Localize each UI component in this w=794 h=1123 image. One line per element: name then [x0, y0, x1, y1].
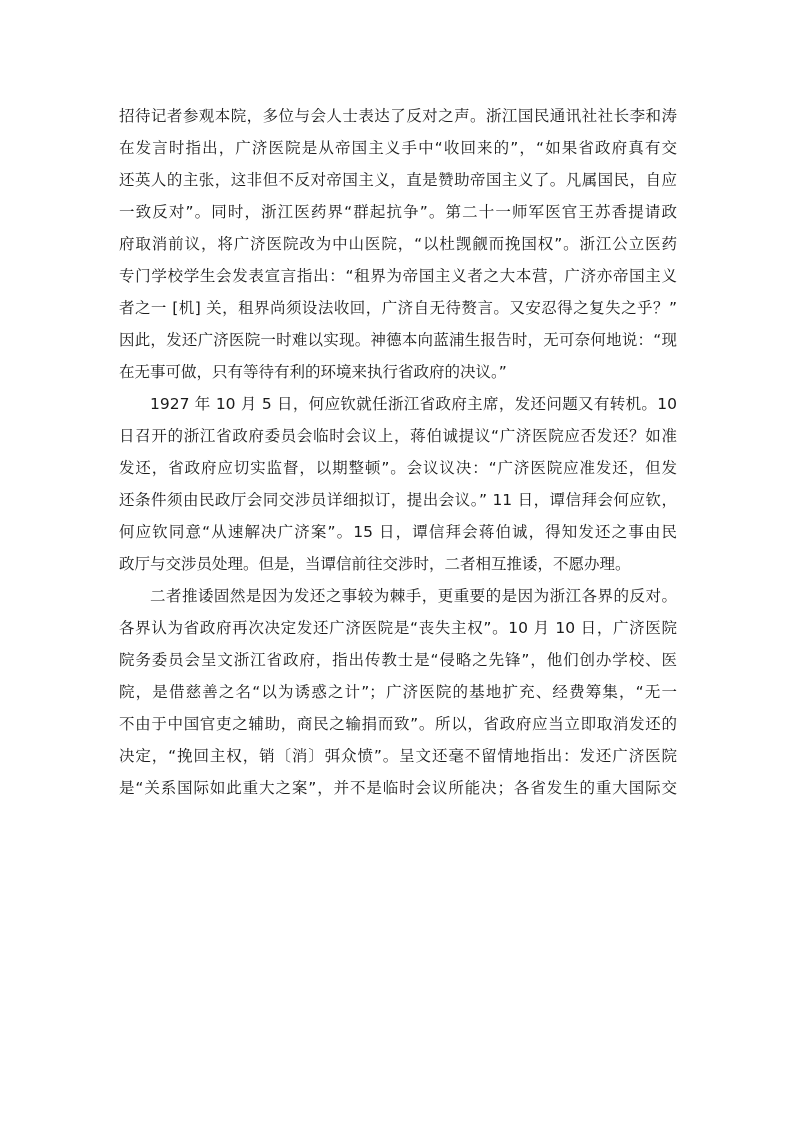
text-line: 不由于中国官吏之辅助，商民之输捐而致”。所以，省政府应当立即取消发还的: [119, 715, 677, 733]
text-line: 是“关系国际如此重大之案”，并不是临时会议所能决；各省发生的重大国际交: [119, 779, 677, 797]
text-line: 者之一 [机] 关，租界尚须设法收回，广济自无待赘言。又安忍得之复失之乎？”: [119, 299, 677, 317]
text-line: 日召开的浙江省政府委员会临时会议上，蒋伯诚提议“广济医院应否发还？如准: [119, 427, 677, 445]
text-line: 因此，发还广济医院一时难以实现。神德本向蓝浦生报告时，无可奈何地说：“现: [119, 331, 677, 349]
text-line: 专门学校学生会发表宣言指出：“租界为帝国主义者之大本营，广济亦帝国主义: [119, 267, 677, 285]
paragraph-first-line: 二者推诿固然是因为发还之事较为棘手，更重要的是因为浙江各界的反对。: [150, 587, 677, 605]
text-line: 还条件须由民政厅会同交涉员详细拟订，提出会议。” 11 日，谭信拜会何应钦，: [119, 491, 677, 509]
text-line: 还英人的主张，这非但不反对帝国主义，直是赞助帝国主义了。凡属国民，自应: [119, 171, 677, 189]
text-line: 在无事可做，只有等待有利的环境来执行省政府的决议。”: [119, 363, 507, 381]
text-line: 一致反对”。同时，浙江医药界“群起抗争”。第二十一师军医官王苏香提请政: [119, 203, 677, 221]
paragraph-first-line: 1927 年 10 月 5 日，何应钦就任浙江省政府主席，发还问题又有转机。10: [150, 395, 677, 413]
text-line: 决定，“挽回主权，销〔消〕弭众愤”。呈文还毫不留情地指出：发还广济医院: [119, 747, 677, 765]
text-line: 府取消前议，将广济医院改为中山医院，“以杜觊觎而挽国权”。浙江公立医药: [119, 235, 677, 253]
text-line: 在发言时指出，广济医院是从帝国主义手中“收回来的”，“如果省政府真有交: [119, 139, 677, 157]
text-line: 招待记者参观本院，多位与会人士表达了反对之声。浙江国民通讯社社长李和涛: [119, 107, 677, 125]
text-line: 院，是借慈善之名“以为诱惑之计”；广济医院的基地扩充、经费筹集，“无一: [119, 683, 677, 701]
body-text: [119, 100, 677, 804]
text-line: 各界认为省政府再次决定发还广济医院是“丧失主权”。10 月 10 日，广济医院: [119, 619, 677, 637]
text-line: 发还，省政府应切实监督，以期整顿”。会议议决：“广济医院应准发还，但发: [119, 459, 677, 477]
text-line: 何应钦同意“从速解决广济案”。15 日，谭信拜会蒋伯诚，得知发还之事由民: [119, 523, 677, 541]
text-line: 政厅与交涉员处理。但是，当谭信前往交涉时，二者相互推诿，不愿办理。: [119, 555, 631, 573]
text-line: 院务委员会呈文浙江省政府，指出传教士是“侵略之先锋”，他们创办学校、医: [119, 651, 677, 669]
